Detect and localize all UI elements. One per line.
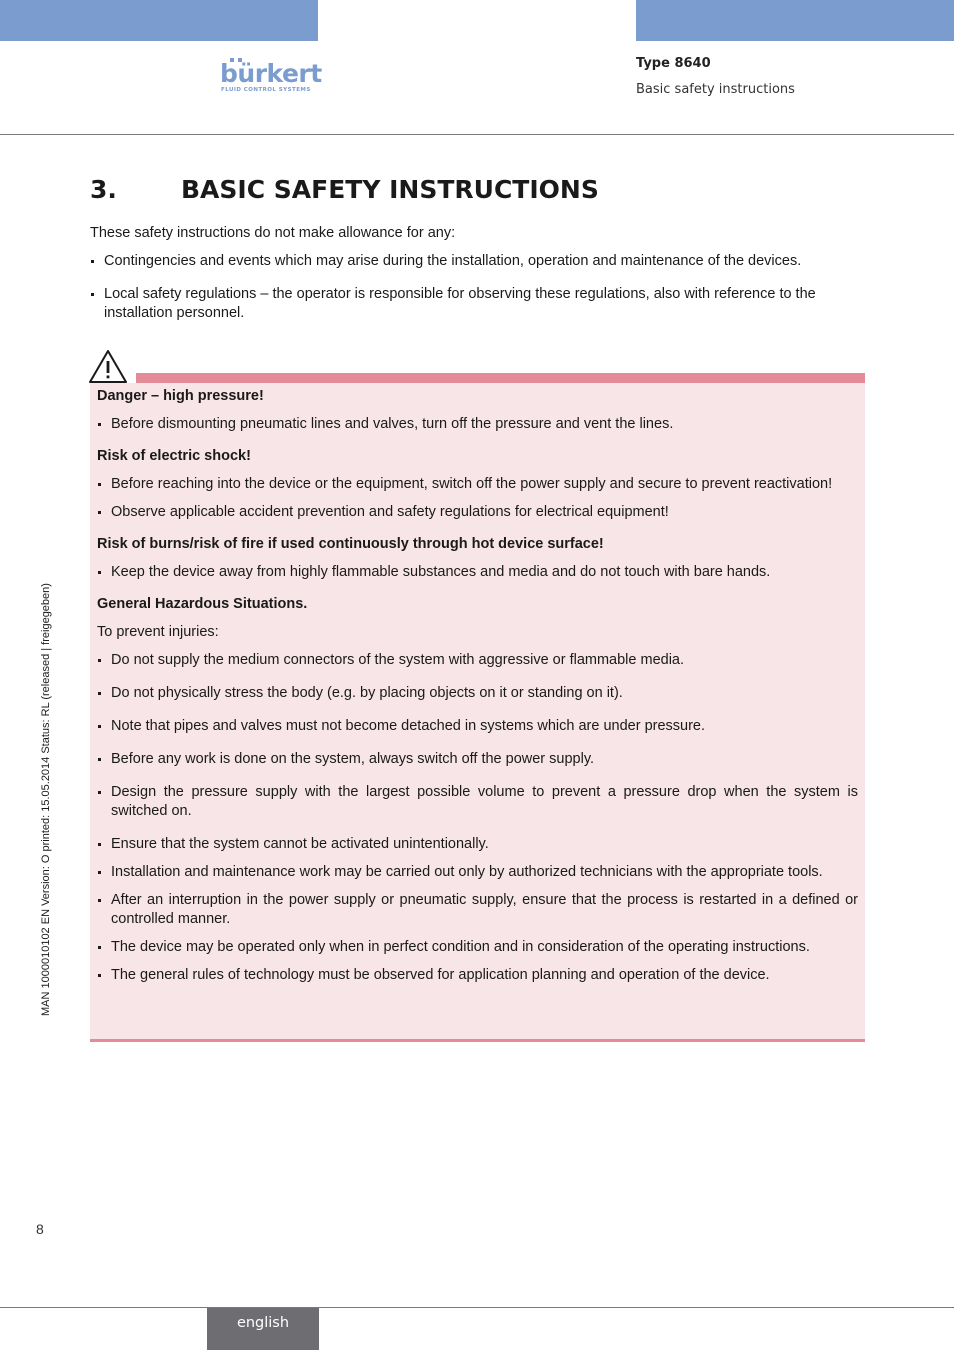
document-metadata-sidebar: MAN 1000010102 EN Version: O printed: 15.05.2014 Status: RL (released | freigegeben) (40, 583, 52, 1016)
warning-list (97, 415, 858, 434)
section-title (90, 175, 599, 204)
list-item: The general rules of technology must be observed for application planning and operation of the device. (97, 966, 858, 985)
list-item: The device may be operated only when in perfect condition and in consideration of the operating instructions. (97, 938, 858, 957)
list-item: Contingencies and events which may arise during the installation, operation and maintenance of the devices. (90, 252, 866, 271)
list-item: Do not physically stress the body (e.g. by placing objects on it or standing on it). (97, 684, 858, 703)
warning-heading: Risk of burns/risk of fire if used continuously through hot device surface! (97, 536, 604, 552)
list-item: After an interruption in the power supply or pneumatic supply, ensure that the process is restarted in a defined or controlled manner. (97, 891, 858, 929)
warning-group-burns (97, 535, 858, 582)
list-item: Before reaching into the device or the equipment, switch off the power supply and secure to prevent reactivation! (97, 475, 858, 494)
warning-list (97, 835, 858, 985)
list-item: Do not supply the medium connectors of the system with aggressive or flammable media. (97, 651, 858, 670)
list-item: Installation and maintenance work may be carried out only by authorized technicians with the appropriate tools. (97, 863, 858, 882)
warning-box (90, 383, 865, 1042)
intro-lead: These safety instructions do not make allowance for any: (90, 225, 456, 241)
page-number: 8 (36, 1221, 44, 1237)
warning-group-general (97, 595, 858, 985)
footer-divider (0, 1307, 954, 1308)
list-item: Before any work is done on the system, always switch off the power supply. (97, 750, 858, 769)
section-number: 3. (90, 175, 117, 204)
language-tab: english (207, 1308, 319, 1350)
document-subtitle: Basic safety instructions (636, 82, 795, 97)
list-item: Observe applicable accident prevention and safety regulations for electrical equipment! (97, 503, 858, 522)
header-divider (0, 134, 954, 135)
intro-list (90, 252, 866, 323)
warning-heading: General Hazardous Situations. (97, 596, 308, 612)
logo-wordmark: bürkert (220, 59, 322, 88)
warning-triangle-icon (88, 349, 128, 384)
list-item: Keep the device away from highly flammable substances and media and do not touch with bare hands. (97, 563, 858, 582)
warning-heading: Risk of electric shock! (97, 448, 251, 464)
warning-list (97, 651, 858, 821)
list-item: Before dismounting pneumatic lines and valves, turn off the pressure and vent the lines. (97, 415, 858, 434)
warning-list (97, 475, 858, 522)
list-item: Local safety regulations – the operator is responsible for observing these regulations, also with reference to the installation personnel. (90, 285, 866, 323)
warning-header-strip (136, 373, 865, 383)
list-item: Ensure that the system cannot be activated unintentionally. (97, 835, 858, 854)
list-item: Design the pressure supply with the largest possible volume to prevent a pressure drop when the system is switched on. (97, 783, 858, 821)
section-title-text: BASIC SAFETY INSTRUCTIONS (181, 175, 599, 204)
intro-block (90, 224, 866, 337)
warning-group-electric (97, 447, 858, 522)
warning-group-pressure (97, 387, 858, 434)
header-bar-left (0, 0, 318, 41)
document-type: Type 8640 (636, 56, 711, 71)
list-item: Note that pipes and valves must not become detached in systems which are under pressure. (97, 717, 858, 736)
logo-tagline: FLUID CONTROL SYSTEMS (221, 87, 311, 93)
warning-lead: To prevent injuries: (97, 624, 219, 640)
warning-heading: Danger – high pressure! (97, 388, 264, 404)
header-bar-right (636, 0, 954, 41)
warning-list (97, 563, 858, 582)
